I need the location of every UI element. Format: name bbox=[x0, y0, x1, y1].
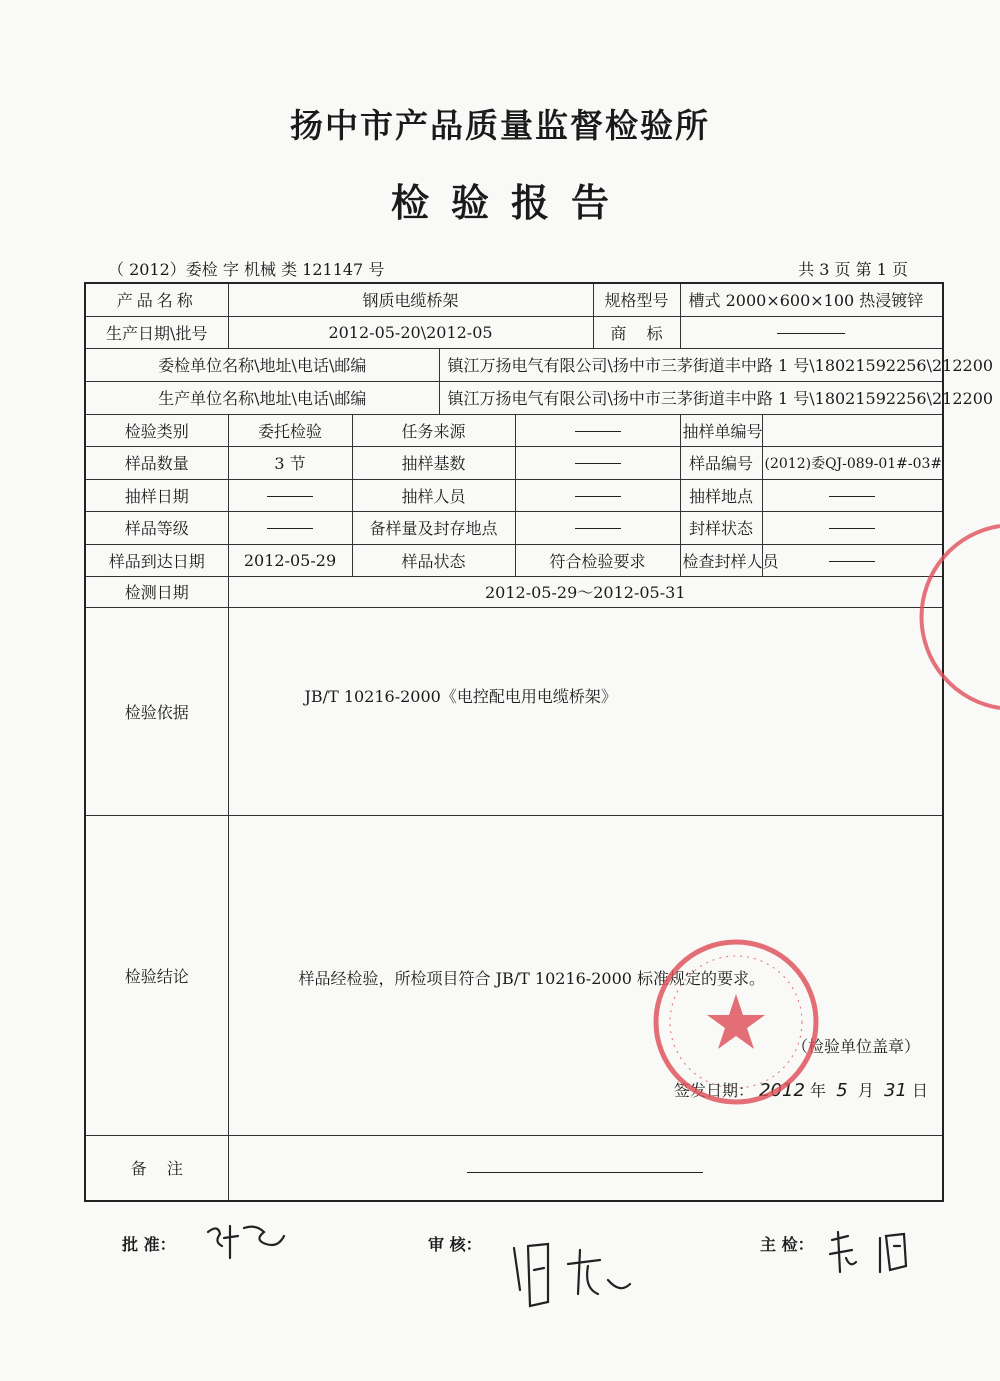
sample-qty-label: 样品数量 bbox=[85, 446, 228, 479]
day-char: 日 bbox=[912, 1080, 929, 1100]
sample-no-value: (2012)委QJ-089-01#-03# bbox=[762, 446, 943, 479]
seal-state-value bbox=[762, 511, 943, 544]
storage-value bbox=[515, 511, 680, 544]
manufacturer-info: 镇江万扬电气有限公司\扬中市三茅街道丰中路 1 号\18021592256\212200 bbox=[439, 381, 943, 414]
conclusion-text: 样品经检验，所检项目符合 JB/T 10216-2000 标准规定的要求。 bbox=[298, 968, 766, 988]
issue-month: 5 bbox=[836, 1079, 848, 1101]
seal-note: （检验单位盖章） bbox=[792, 1036, 921, 1056]
prod-date-label: 生产日期\批号 bbox=[85, 316, 228, 348]
month-char: 月 bbox=[857, 1080, 874, 1100]
client-label: 委检单位名称\地址\电话\邮编 bbox=[85, 348, 439, 381]
sampling-place-label: 抽样地点 bbox=[680, 479, 762, 511]
basis-text: JB/T 10216-2000《电控配电用电缆桥架》 bbox=[304, 686, 617, 706]
sampling-no-value bbox=[762, 414, 943, 446]
issue-day: 31 bbox=[884, 1079, 907, 1101]
remark-value bbox=[228, 1135, 943, 1201]
org-title: 扬中市产品质量监督检验所 bbox=[290, 106, 710, 145]
page-info: 共 3 页 第 1 页 bbox=[798, 260, 908, 279]
conclusion-label: 检验结论 bbox=[85, 815, 228, 1135]
year-char: 年 bbox=[810, 1080, 827, 1100]
checker-label: 检查封样人员 bbox=[680, 544, 762, 576]
sample-no-label: 样品编号 bbox=[680, 446, 762, 479]
spec-label: 规格型号 bbox=[593, 283, 680, 316]
basis-label: 检验依据 bbox=[85, 607, 228, 815]
prod-date-value: 2012-05-20\2012-05 bbox=[228, 316, 593, 348]
product-name-value: 钢质电缆桥架 bbox=[228, 283, 593, 316]
sampling-place-value bbox=[762, 479, 943, 511]
arrival-date-label: 样品到达日期 bbox=[85, 544, 228, 576]
approve-label: 批 准： bbox=[122, 1235, 176, 1254]
sampling-base-label: 抽样基数 bbox=[352, 446, 515, 479]
basis-cell bbox=[228, 607, 943, 815]
test-date-value: 2012-05-29～2012-05-31 bbox=[228, 576, 943, 607]
sample-state-label: 样品状态 bbox=[352, 544, 515, 576]
arrival-date-value: 2012-05-29 bbox=[228, 544, 352, 576]
insp-type-label: 检验类别 bbox=[85, 414, 228, 446]
spec-value: 槽式 2000×600×100 热浸镀锌 bbox=[680, 283, 943, 316]
issue-year: 2012 bbox=[759, 1079, 805, 1101]
storage-label: 备样量及封存地点 bbox=[352, 511, 515, 544]
issue-date-label: 签发日期： bbox=[674, 1080, 755, 1100]
manufacturer-label: 生产单位名称\地址\电话\邮编 bbox=[85, 381, 439, 414]
conclusion-cell bbox=[228, 815, 943, 1135]
task-source-value bbox=[515, 414, 680, 446]
sampling-date-label: 抽样日期 bbox=[85, 479, 228, 511]
review-label: 审 核： bbox=[428, 1235, 482, 1254]
checker-value bbox=[762, 544, 943, 576]
sampling-date-value bbox=[228, 479, 352, 511]
inspector-signature-icon bbox=[824, 1224, 924, 1278]
edge-seal-icon bbox=[946, 522, 1000, 712]
test-date-label: 检测日期 bbox=[85, 576, 228, 607]
task-source-label: 任务来源 bbox=[352, 414, 515, 446]
remark-label: 备 注 bbox=[85, 1135, 228, 1201]
sampling-no-label: 抽样单编号 bbox=[680, 414, 762, 446]
insp-type-value: 委托检验 bbox=[228, 414, 352, 446]
sampling-base-value bbox=[515, 446, 680, 479]
doc-title: 检验报告 bbox=[390, 180, 631, 225]
trademark-value bbox=[680, 316, 943, 348]
trademark-label: 商 标 bbox=[593, 316, 680, 348]
inspector-label: 主 检： bbox=[760, 1235, 814, 1254]
official-seal-icon bbox=[650, 936, 822, 1108]
seal-state-label: 封样状态 bbox=[680, 511, 762, 544]
client-info: 镇江万扬电气有限公司\扬中市三茅街道丰中路 1 号\18021592256\212200 bbox=[439, 348, 943, 381]
sample-grade-label: 样品等级 bbox=[85, 511, 228, 544]
sample-state-value: 符合检验要求 bbox=[515, 544, 680, 576]
review-signature-icon bbox=[508, 1236, 658, 1316]
ref-number: （ 2012）委检 字 机械 类 121147 号 bbox=[108, 260, 385, 279]
approve-signature-icon bbox=[204, 1218, 294, 1264]
product-name-label: 产品名称 bbox=[85, 283, 228, 316]
sample-grade-value bbox=[228, 511, 352, 544]
sampler-value bbox=[515, 479, 680, 511]
sampler-label: 抽样人员 bbox=[352, 479, 515, 511]
sample-qty-value: 3 节 bbox=[228, 446, 352, 479]
